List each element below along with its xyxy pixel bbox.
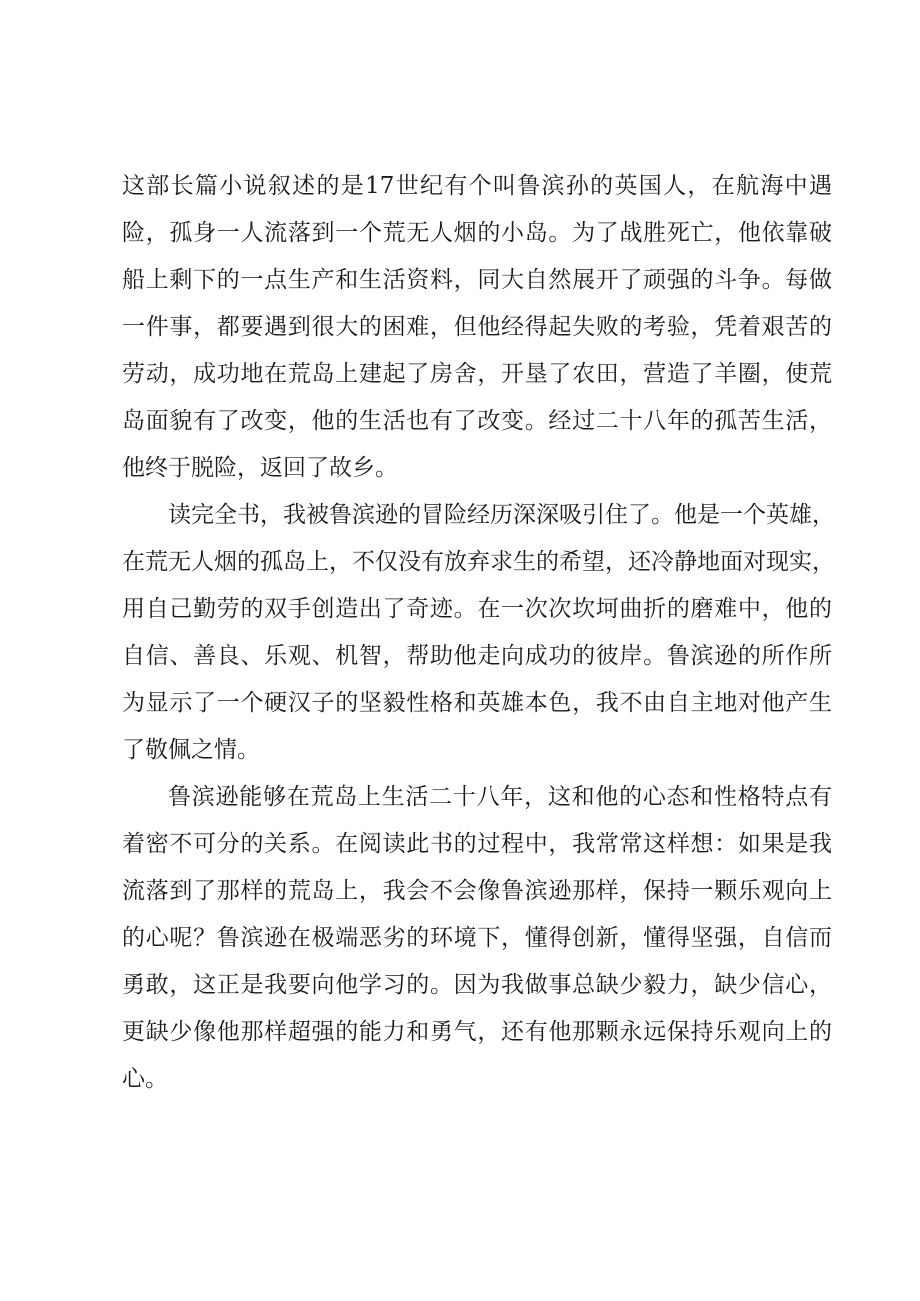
paragraph-3-line-1: 鲁滨逊能够在荒岛上生活二十八年，这和他的心态和性格特点有 <box>168 784 832 810</box>
paragraph-3-line-7: 心。 <box>122 1066 168 1092</box>
paragraph-1-line-7: 他终于脱险，返回了故乡。 <box>122 455 398 481</box>
paragraph-2-line-4: 自信、善良、乐观、机智，帮助他走向成功的彼岸。鲁滨逊的所作所 <box>122 643 832 669</box>
paragraph-3-line-4: 的心呢？鲁滨逊在极端恶劣的环境下，懂得创新，懂得坚强，自信而 <box>122 925 832 951</box>
paragraph-1-line-3: 船上剩下的一点生产和生活资料，同大自然展开了顽强的斗争。每做 <box>122 267 832 293</box>
document-body <box>122 163 835 1103</box>
paragraph-2-line-6: 了敬佩之情。 <box>122 737 260 763</box>
paragraph-1-line-5: 劳动，成功地在荒岛上建起了房舍，开垦了农田，营造了羊圈，使荒 <box>122 361 832 387</box>
paragraph-2-line-3: 用自己勤劳的双手创造出了奇迹。在一次次坎坷曲折的磨难中，他的 <box>122 596 832 622</box>
paragraph-1-line-4: 一件事，都要遇到很大的困难，但他经得起失败的考验，凭着艰苦的 <box>122 314 832 340</box>
paragraph-1-line-2: 险，孤身一人流落到一个荒无人烟的小岛。为了战胜死亡，他依靠破 <box>122 220 832 246</box>
paragraph-1-line-6: 岛面貌有了改变，他的生活也有了改变。经过二十八年的孤苦生活， <box>122 408 832 434</box>
paragraph-2-line-2: 在荒无人烟的孤岛上，不仅没有放弃求生的希望，还冷静地面对现实， <box>122 549 835 575</box>
paragraph-1-line-1: 这部长篇小说叙述的是17世纪有个叫鲁滨孙的英国人，在航海中遇 <box>122 173 832 199</box>
paragraph-3-line-3: 流落到了那样的荒岛上，我会不会像鲁滨逊那样，保持一颗乐观向上 <box>122 878 832 904</box>
paragraph-2-line-1: 读完全书，我被鲁滨逊的冒险经历深深吸引住了。他是一个英雄， <box>168 502 835 528</box>
paragraph-3-line-5: 勇敢，这正是我要向他学习的。因为我做事总缺少毅力，缺少信心， <box>122 972 832 998</box>
paragraph-3-line-2: 着密不可分的关系。在阅读此书的过程中，我常常这样想：如果是我 <box>122 831 832 857</box>
paragraph-3-line-6: 更缺少像他那样超强的能力和勇气，还有他那颗永远保持乐观向上的 <box>122 1019 832 1045</box>
paragraph-2-line-5: 为显示了一个硬汉子的坚毅性格和英雄本色，我不由自主地对他产生 <box>122 690 832 716</box>
